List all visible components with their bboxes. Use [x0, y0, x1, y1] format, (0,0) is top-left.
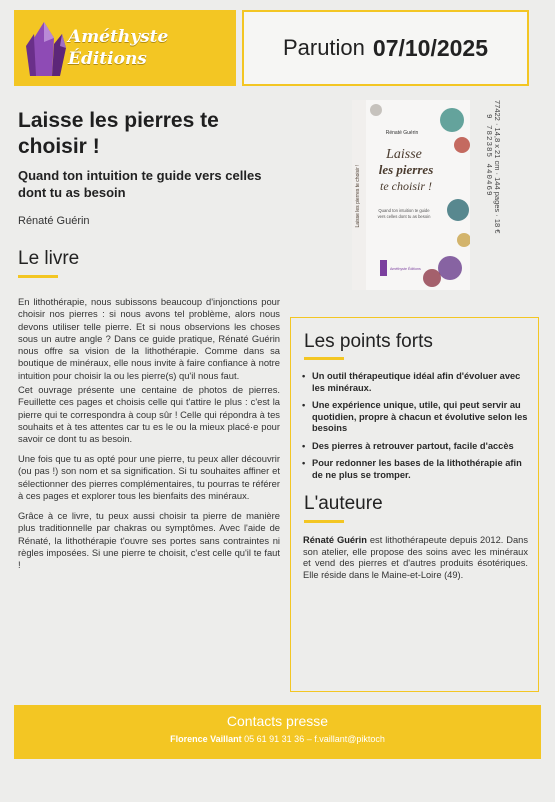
- le-livre-paragraph-3: Une fois que tu as opté pour une pierre, tu peux aller découvrir (ou pas !) son nom et sa signification. Si tu souhaites affiner et sélectionner des pierres complémentaires, tu pourras te référer à ces pages et explorer tous les bienfaits des minéraux.: [18, 453, 280, 501]
- book-info-vertical: [472, 100, 502, 315]
- author-bio-name: Rénaté Guérin: [303, 535, 367, 545]
- book-cover-title-line2: les pierres: [378, 162, 434, 177]
- publisher-name: [68, 26, 168, 70]
- book-cover-author: Rénaté Guérin: [385, 130, 419, 136]
- book-cover-publisher: Améthyste Éditions: [390, 267, 421, 271]
- book-cover-image: [352, 100, 470, 290]
- book-cover-subtitle-line2: vers celles dont tu as besoin: [377, 214, 431, 219]
- press-contact-phone: 05 61 91 31 36: [244, 734, 305, 744]
- press-contact-name: Florence Vaillant: [170, 734, 242, 744]
- auteure-underline: [304, 520, 344, 523]
- book-author: Rénaté Guérin: [18, 215, 90, 227]
- list-item: • Une expérience unique, utile, qui peut servir au quotidien, propre à chacun et évolutive selon les besoins: [302, 400, 528, 435]
- author-bio: [303, 535, 528, 581]
- points-forts-heading: Les points forts: [304, 331, 433, 352]
- list-item: • Un outil thérapeutique idéal afin d'évoluer avec les minéraux.: [302, 371, 528, 394]
- list-item: • Des pierres à retrouver partout, facile d'accès: [302, 441, 528, 453]
- book-format-info: 77422 · 14,8 x 21 cm · 144 pages · 18 €: [493, 100, 502, 234]
- release-date-value: 07/10/2025: [372, 34, 489, 61]
- book-cover-publisher-logo-icon: [380, 260, 387, 276]
- book-cover-title-line1: Laisse: [386, 147, 422, 162]
- list-item: • Pour redonner les bases de la lithothérapie afin de ne plus se tromper.: [302, 458, 528, 481]
- le-livre-paragraph-2: Cet ouvrage présente une centaine de photos de pierres. Feuillette ces pages et choisis celle qui t'attire le plus : c'est la pierre qui te correspondra à coup sûr ! Celle qui répondra à tes souhaits et à tes attentes car tu es le ou la mieux placé·e pour savoir ce dont tu as besoin.: [18, 384, 280, 445]
- book-cover-subtitle-line1: Quand ton intuition te guide: [378, 208, 430, 213]
- auteure-heading: L'auteure: [304, 493, 383, 514]
- book-subtitle: Quand ton intuition te guide vers celles dont tu as besoin: [18, 168, 262, 200]
- release-date-label: Parution: [282, 35, 365, 60]
- points-forts-list: [302, 371, 528, 487]
- book-title: Laisse les pierres te choisir !: [18, 109, 219, 158]
- book-isbn-barcode-text: 9 782385 440469: [484, 114, 492, 197]
- le-livre-paragraph-1: En lithothérapie, nous subissons beaucoup d'injonctions pour choisir nos pierres : si nous avons tel problème, alors nous devons utiliser telle pierre. Et si nous observions les choses sous un autre angle ? Dans ce guide pratique, Rénaté Guérin nous offre sa vision de la lithothérapie. Comme dans sa boutique de minéraux, elle nous invite à faire confiance à notre intuition pour choisir la ou les pierre(s) qu'il nous faut.: [18, 296, 280, 381]
- book-cover-title-line3: te choisir !: [380, 179, 432, 193]
- release-date-box: [242, 10, 529, 86]
- le-livre-underline: [18, 275, 58, 278]
- press-contact-title: Contacts presse: [226, 713, 329, 729]
- amethyst-crystal-icon: [24, 20, 66, 76]
- press-contact-details: Florence Vaillant 05 61 91 31 36 – f.vaillant@piktoch: [170, 734, 385, 744]
- publisher-name-line2: Éditions: [68, 49, 147, 69]
- press-contact-footer: [14, 705, 541, 759]
- points-forts-underline: [304, 357, 344, 360]
- publisher-name-line1: Améthyste: [68, 27, 169, 47]
- press-contact-email[interactable]: f.vaillant@piktoch: [314, 734, 385, 744]
- le-livre-paragraph-4: Grâce à ce livre, tu peux aussi choisir ta pierre de manière plus traditionnelle par chakras ou symptômes. Avec l'aide de Rénaté, la lithothérapie t'ouvre ses portes sans contraintes ni règles imposées. Si une pierre te choisit, c'est celle qu'il te faut !: [18, 510, 280, 571]
- author-bio-text: est lithothérapeute depuis 2012. Dans son atelier, elle propose des soins avec les minéraux et vend des pierres et d'autres produits ésotériques. Elle réside dans le Maine-et-Loire (49).: [303, 535, 528, 580]
- publisher-logo-block: [14, 10, 236, 86]
- le-livre-heading: Le livre: [18, 248, 80, 269]
- book-cover-spine-title: Laisse les pierres te choisir !: [355, 164, 361, 228]
